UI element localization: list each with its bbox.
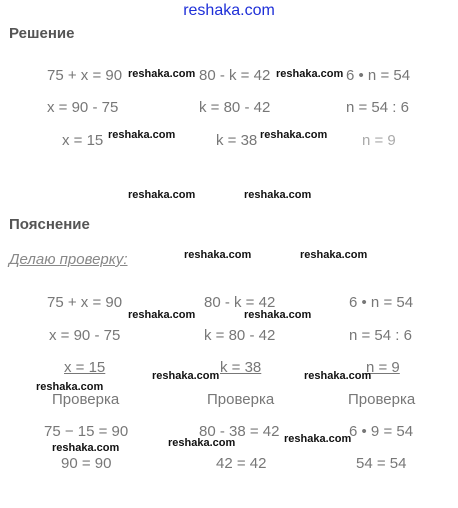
explanation-eq-1-5: 75 − 15 = 90 (44, 423, 129, 440)
watermark: reshaka.com (244, 309, 312, 321)
watermark: reshaka.com (260, 129, 328, 141)
solution-eq-2-2: k = 80 - 42 (199, 99, 271, 116)
watermark: reshaka.com (52, 442, 120, 454)
explanation-eq-3-3: n = 9 (366, 359, 400, 376)
solution-heading: Решение (9, 25, 75, 42)
solution-eq-2-3: k = 38 (216, 132, 258, 149)
solution-eq-1-1: 75 + x = 90 (47, 67, 123, 84)
watermark: reshaka.com (128, 68, 196, 80)
watermark: reshaka.com (304, 370, 372, 382)
explanation-eq-2-1: 80 - k = 42 (204, 294, 276, 311)
watermark: reshaka.com (108, 129, 176, 141)
watermark: reshaka.com (244, 189, 312, 201)
watermark: reshaka.com (284, 433, 352, 445)
explanation-eq-1-2: x = 90 - 75 (49, 327, 121, 344)
explanation-eq-3-5: 6 • 9 = 54 (349, 423, 414, 440)
solution-eq-1-2: x = 90 - 75 (47, 99, 119, 116)
check-note: Делаю проверку: (9, 251, 128, 268)
watermark: reshaka.com (128, 309, 196, 321)
watermark: reshaka.com (184, 249, 252, 261)
explanation-eq-2-3: k = 38 (220, 359, 262, 376)
explanation-check-1: Проверка (52, 391, 120, 408)
solution-eq-3-1: 6 • n = 54 (346, 67, 411, 84)
explanation-eq-3-6: 54 = 54 (356, 455, 407, 472)
solution-eq-2-1: 80 - k = 42 (199, 67, 271, 84)
watermark: reshaka.com (276, 68, 344, 80)
watermark: reshaka.com (168, 437, 236, 449)
watermark: reshaka.com (36, 381, 104, 393)
solution-eq-3-3: n = 9 (362, 132, 396, 149)
explanation-eq-2-2: k = 80 - 42 (204, 327, 276, 344)
explanation-eq-3-2: n = 54 : 6 (349, 327, 412, 344)
explanation-check-2: Проверка (207, 391, 275, 408)
explanation-check-3: Проверка (348, 391, 416, 408)
explanation-eq-2-6: 42 = 42 (216, 455, 267, 472)
site-title[interactable]: reshaka.com (183, 2, 275, 19)
explanation-heading: Пояснение (9, 216, 90, 233)
explanation-eq-3-1: 6 • n = 54 (349, 294, 414, 311)
solution-eq-1-3: x = 15 (62, 132, 104, 149)
watermark: reshaka.com (128, 189, 196, 201)
explanation-eq-1-1: 75 + x = 90 (47, 294, 123, 311)
explanation-eq-1-3: x = 15 (64, 359, 106, 376)
explanation-eq-1-6: 90 = 90 (61, 455, 112, 472)
solution-eq-3-2: n = 54 : 6 (346, 99, 409, 116)
explanation-eq-2-5: 80 - 38 = 42 (199, 423, 280, 440)
watermark: reshaka.com (300, 249, 368, 261)
watermark: reshaka.com (152, 370, 220, 382)
